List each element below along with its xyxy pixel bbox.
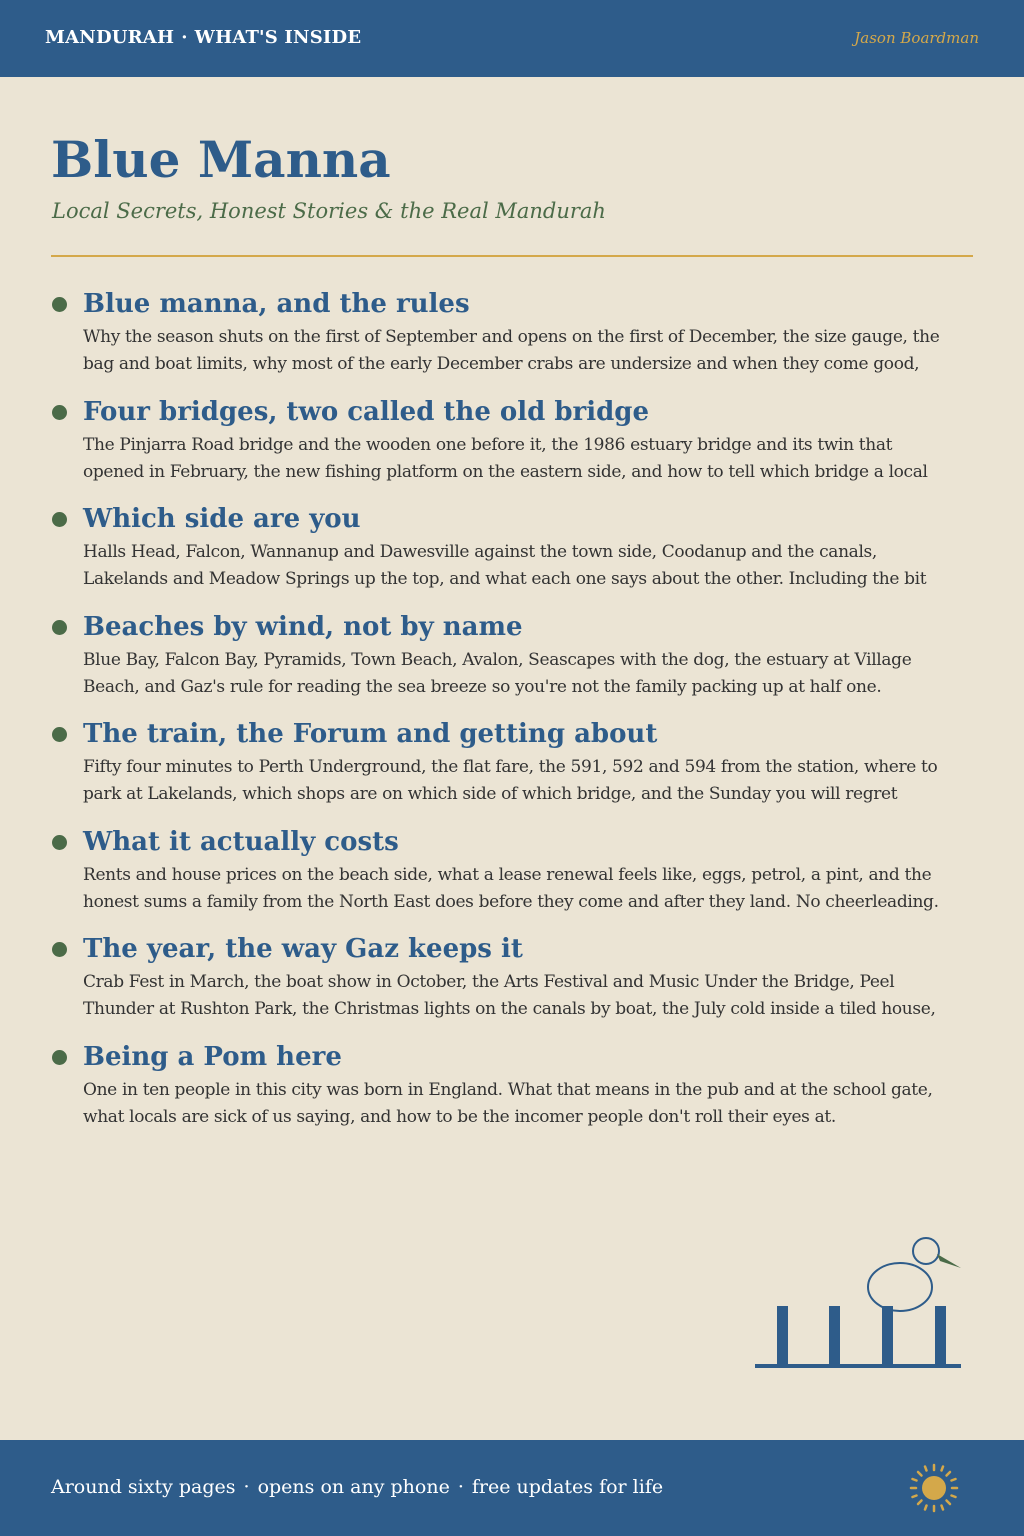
- header-separator: ·: [181, 27, 188, 48]
- footer-separator: ·: [457, 1476, 464, 1498]
- contents-list: [0, 287, 1024, 1147]
- bullet-dot-icon: [52, 512, 67, 527]
- footer-feature: opens on any phone: [257, 1476, 450, 1498]
- description-line: what locals are sick of us saying, and how to be the incomer people don't roll their eyes at.: [83, 1106, 836, 1127]
- contents-item-heading: Blue manna, and the rules: [83, 289, 470, 319]
- contents-item: [0, 502, 1024, 610]
- description-line: park at Lakelands, which shops are on which side of which bridge, and the Sunday you will regret: [83, 784, 898, 804]
- sun-icon: [904, 1460, 964, 1524]
- footer-feature: Around sixty pages: [51, 1476, 236, 1498]
- header-section-label: [45, 27, 361, 48]
- page-subtitle: Local Secrets, Honest Stories & the Real Mandurah: [52, 199, 606, 223]
- contents-item-heading: Beaches by wind, not by name: [83, 611, 523, 642]
- footer-bar: [0, 1440, 1024, 1536]
- description-line: opened in February, the new fishing platform on the eastern side, and how to tell which bridge a local: [83, 461, 928, 482]
- contents-item-description: [83, 754, 973, 808]
- contents-item: [0, 610, 1024, 718]
- contents-item-heading: Four bridges, two called the old bridge: [83, 396, 650, 427]
- contents-item-heading: What it actually costs: [83, 826, 399, 857]
- contents-item-description: [83, 1077, 973, 1131]
- bullet-dot-icon: [52, 727, 67, 742]
- contents-item-heading: Being a Pom here: [83, 1041, 342, 1072]
- page-title: Blue Manna: [51, 130, 391, 189]
- contents-item-description: [83, 862, 973, 916]
- description-line: Blue Bay, Falcon Bay, Pyramids, Town Beach, Avalon, Seascapes with the dog, the estuary at Village: [83, 649, 912, 670]
- contents-item-description: [83, 432, 973, 486]
- bullet-dot-icon: [52, 1050, 67, 1065]
- contents-item: [0, 932, 1024, 1040]
- bullet-dot-icon: [52, 835, 67, 850]
- bullet-dot-icon: [52, 942, 67, 957]
- header-location: MANDURAH: [45, 27, 175, 48]
- description-line: Lakelands and Meadow Springs up the top, and what each one says about the other. Including the bit: [83, 569, 927, 589]
- description-line: Why the season shuts on the first of September and opens on the first of December, the size gauge, the: [83, 327, 940, 347]
- header-author: Jason Boardman: [854, 29, 979, 47]
- top-bar: [0, 0, 1024, 77]
- contents-item: [0, 825, 1024, 933]
- description-line: One in ten people in this city was born in England. What that means in the pub and at the school gate,: [83, 1079, 933, 1100]
- contents-item-heading: The train, the Forum and getting about: [83, 719, 658, 749]
- header-section-title: WHAT'S INSIDE: [194, 27, 362, 48]
- footer-tagline: [51, 1476, 663, 1498]
- contents-item-heading: Which side are you: [83, 504, 361, 534]
- description-line: Beach, and Gaz's rule for reading the sea breeze so you're not the family packing up at half one.: [83, 676, 882, 697]
- description-line: Rents and house prices on the beach side, what a lease renewal feels like, eggs, petrol, a pint, and the: [83, 864, 932, 885]
- pelican-on-jetty-icon: [750, 1230, 970, 1384]
- contents-item-description: [83, 969, 973, 1023]
- contents-item: [0, 1040, 1024, 1148]
- contents-item-description: [83, 539, 973, 593]
- contents-item: [0, 395, 1024, 503]
- description-line: bag and boat limits, why most of the early December crabs are undersize and when they come good,: [83, 354, 920, 374]
- bullet-dot-icon: [52, 297, 67, 312]
- contents-item-heading: The year, the way Gaz keeps it: [83, 934, 523, 964]
- contents-item: [0, 717, 1024, 825]
- description-line: The Pinjarra Road bridge and the wooden one before it, the 1986 estuary bridge and its twin that: [83, 434, 893, 455]
- bullet-dot-icon: [52, 405, 67, 420]
- footer-feature: free updates for life: [471, 1476, 664, 1498]
- title-divider: [51, 255, 973, 257]
- description-line: Thunder at Rushton Park, the Christmas lights on the canals by boat, the July cold inside a tiled house,: [83, 999, 936, 1019]
- description-line: Halls Head, Falcon, Wannanup and Dawesville against the town side, Coodanup and the canals,: [83, 542, 877, 562]
- description-line: Fifty four minutes to Perth Underground, the flat fare, the 591, 592 and 594 from the station, where to: [83, 757, 938, 777]
- description-line: honest sums a family from the North East does before they come and after they land. No cheerleading.: [83, 891, 939, 912]
- contents-item: [0, 287, 1024, 395]
- bullet-dot-icon: [52, 620, 67, 635]
- contents-item-description: [83, 324, 973, 378]
- description-line: Crab Fest in March, the boat show in October, the Arts Festival and Music Under the Bridge, Peel: [83, 972, 895, 992]
- footer-separator: ·: [243, 1476, 250, 1498]
- contents-item-description: [83, 647, 973, 701]
